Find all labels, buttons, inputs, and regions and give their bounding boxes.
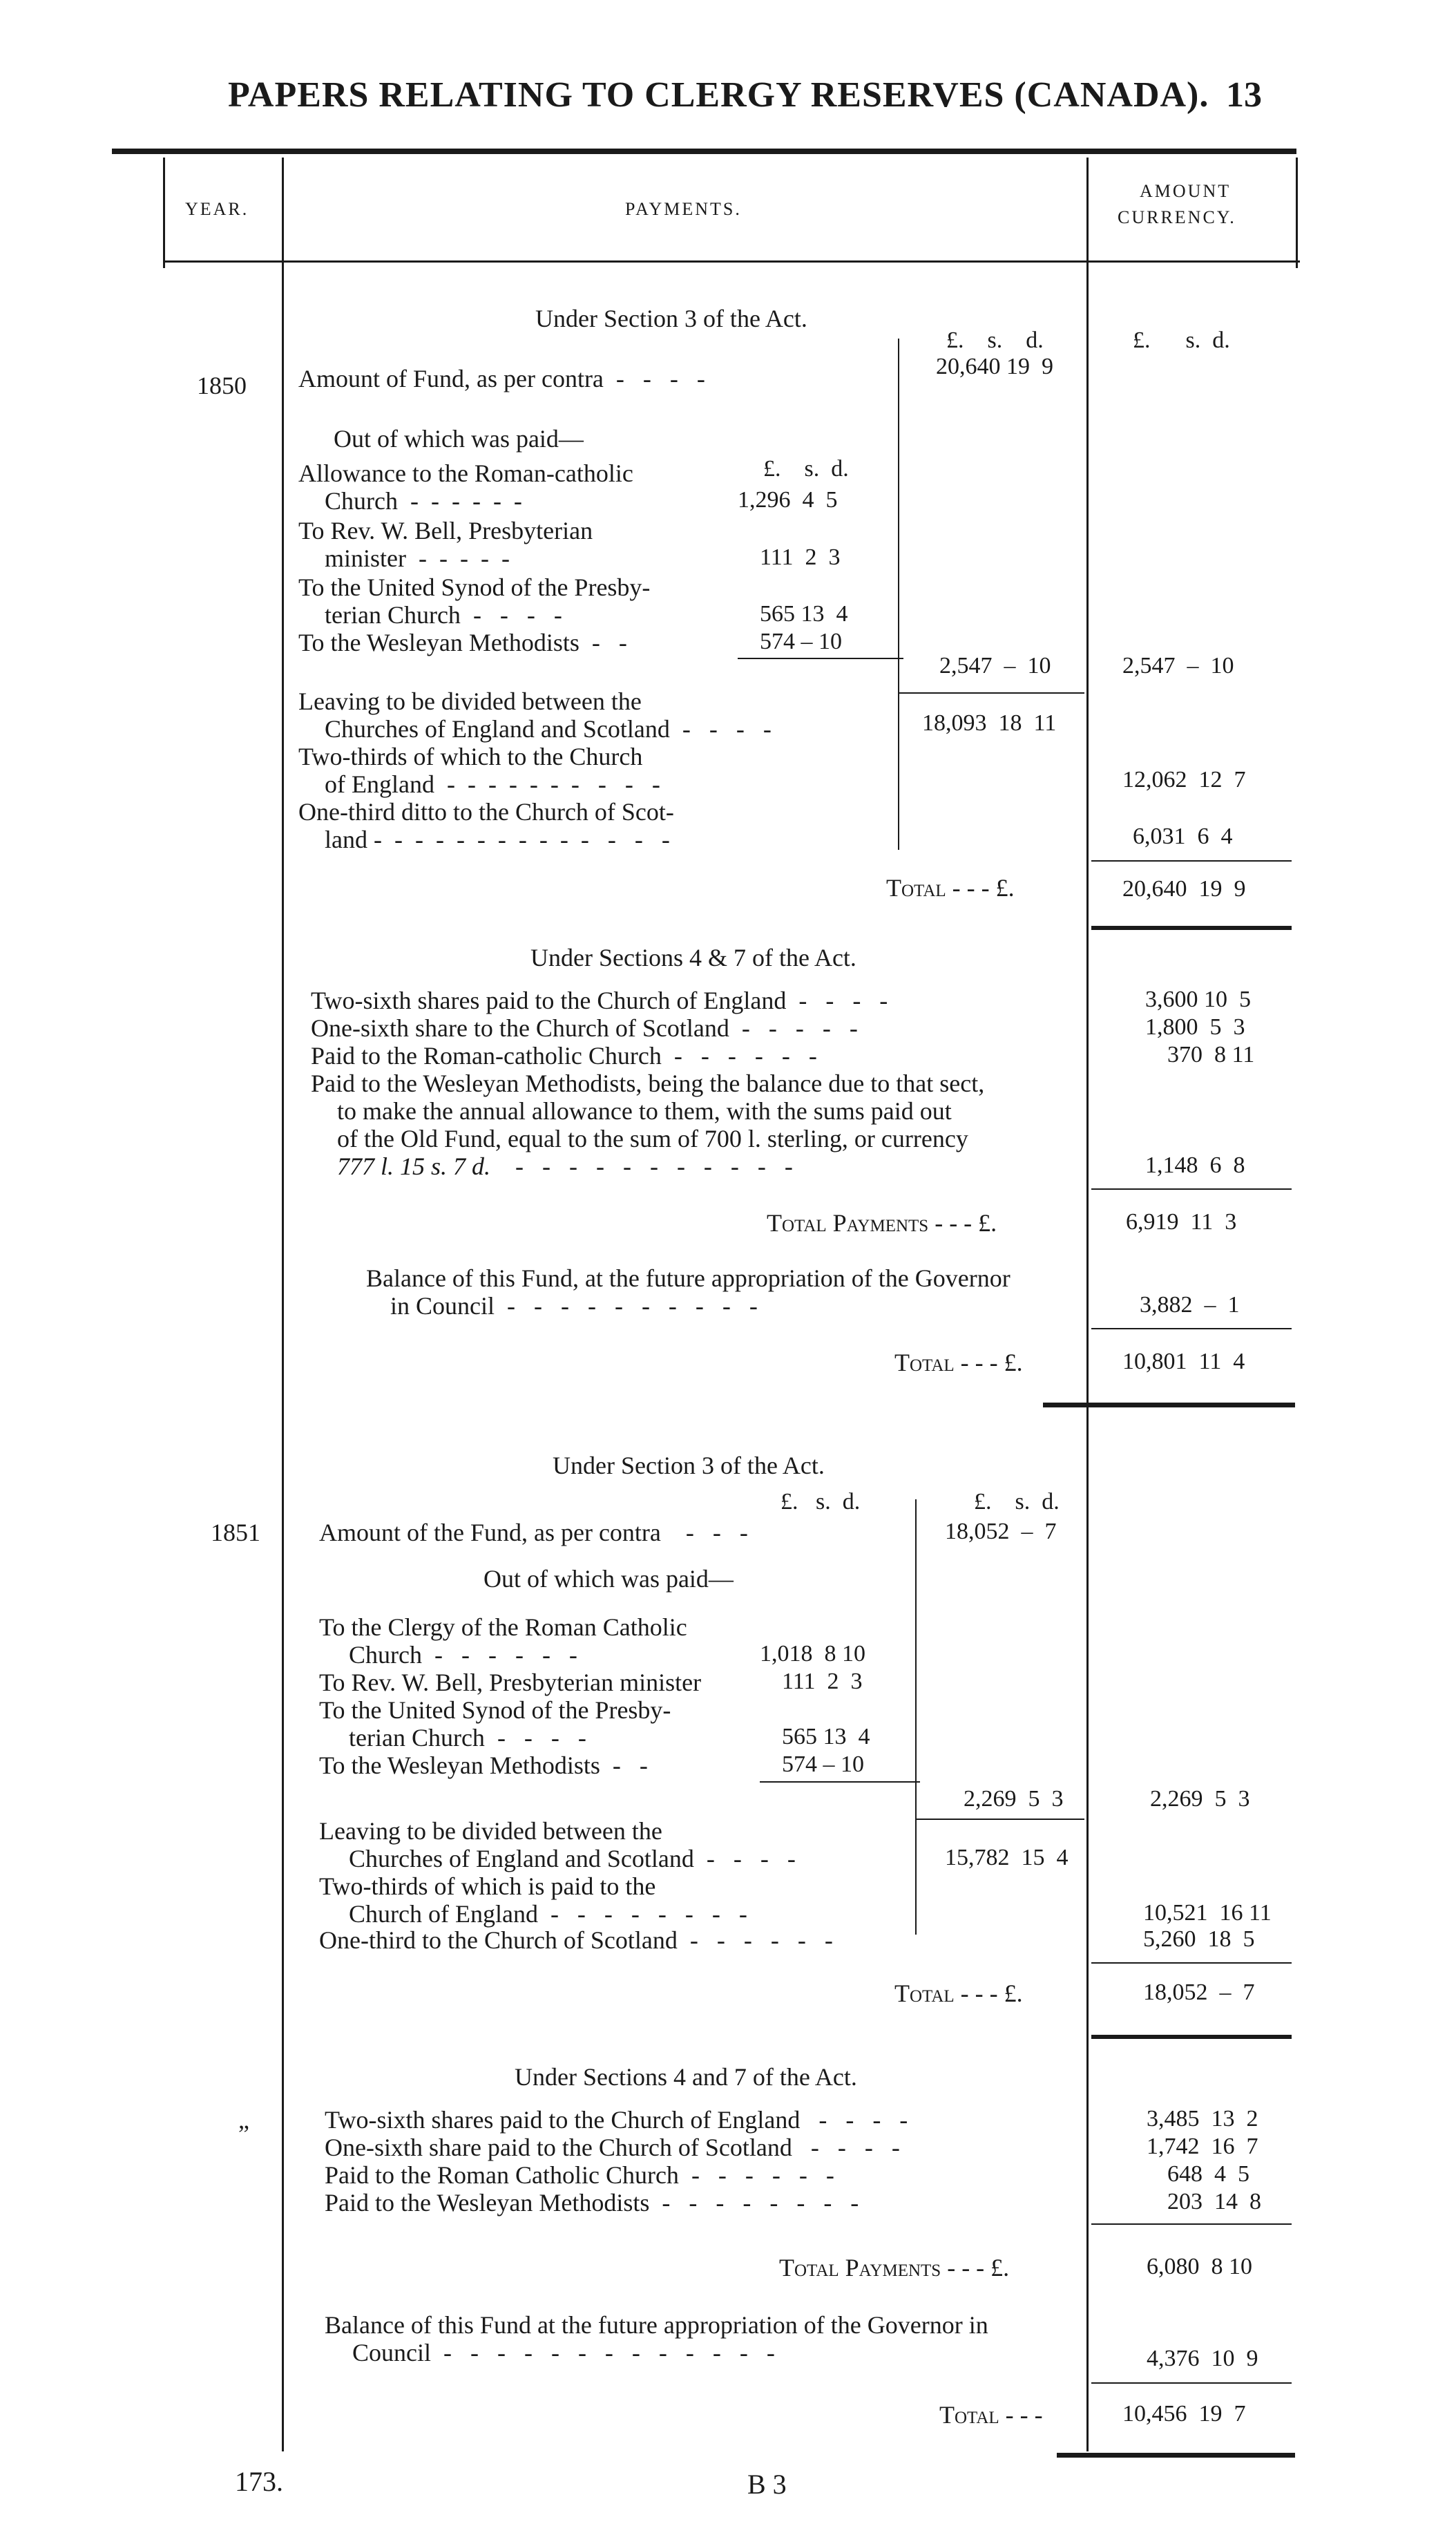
payment-value: 1,018 8 10 [760, 1641, 865, 1667]
column-header-payments: PAYMENTS. [625, 199, 742, 219]
payment-value: 1,296 4 5 [738, 487, 838, 513]
payment-value: 574 – 10 [782, 1752, 864, 1777]
mid-rule [898, 692, 1084, 694]
lsd-header-inner: £. s. d. [780, 1489, 861, 1515]
ditto-mark: „ [238, 2106, 249, 2134]
wesleyan-label: Paid to the Wesleyan Methodists, being the balance due to that sect, [311, 1070, 985, 1097]
section-end-rule [1043, 1403, 1295, 1407]
leaving-value: 15,782 15 4 [945, 1845, 1069, 1870]
balance-label: Balance of this Fund at the future appropriation of the Governor in [325, 2311, 988, 2339]
total-payments-label: Total Payments - - - £. [779, 2254, 1010, 2281]
payment-value: 3,485 13 2 [1147, 2106, 1258, 2132]
payment-value: 574 – 10 [760, 629, 842, 654]
payment-item: Two-sixth shares paid to the Church of England - - - - [311, 987, 888, 1014]
lsd-header-right: £. s. d. [1133, 328, 1230, 353]
payment-item: To the Wesleyan Methodists - - [298, 629, 627, 656]
payment-value: 1,742 16 7 [1147, 2134, 1258, 2159]
payment-item: Two-sixth shares paid to the Church of England - - - - [325, 2106, 908, 2134]
onethird-label: One-third to the Church of Scotland - - - - - - [319, 1926, 833, 1954]
payment-item: Paid to the Wesleyan Methodists - - - - - - - - [325, 2189, 859, 2216]
column-header-amount: AMOUNT [1140, 181, 1232, 201]
onethird-label: One-third ditto to the Church of Scot- [298, 798, 674, 826]
footer-number: 173. [235, 2466, 283, 2497]
subtotal-mid: 2,547 – 10 [939, 653, 1051, 678]
payment-item: To the United Synod of the Presby- [298, 573, 651, 601]
leaving-label: Leaving to be divided between the [298, 687, 642, 715]
mid-column-rule [915, 1499, 917, 1935]
amount-column-rule [1086, 158, 1089, 2451]
fund-label: Amount of the Fund, as per contra - - - [319, 1519, 748, 1546]
payment-item: To Rev. W. Bell, Presbyterian minister [319, 1669, 702, 1696]
page-number: 13 [1226, 75, 1262, 115]
leaving-label: Leaving to be divided between the [319, 1817, 662, 1845]
twothirds-label: Two-thirds of which is paid to the [319, 1872, 656, 1900]
payment-item: Allowance to the Roman-catholic [298, 459, 633, 487]
balance-label: Balance of this Fund, at the future appropriation of the Governor [366, 1264, 1010, 1292]
subtotal-rule [760, 1781, 920, 1783]
onethird-value: 6,031 6 4 [1133, 824, 1233, 849]
total-rule-bottom [1091, 926, 1292, 930]
leaving-label-cont: Churches of England and Scotland - - - - [349, 1845, 796, 1872]
year-column-left-rule [163, 158, 165, 268]
total-label: Total - - - £. [894, 1349, 1023, 1376]
total-label: Total - - - £. [886, 874, 1015, 902]
total-value: 18,052 – 7 [1143, 1980, 1255, 2005]
column-header-currency: CURRENCY. [1118, 207, 1236, 227]
payment-item: One-sixth share to the Church of Scotland - - - - - [311, 1014, 858, 1042]
balance-label-cont: in Council - - - - - - - - - - [390, 1292, 758, 1320]
year-label: 1850 [197, 372, 247, 399]
payment-value: 3,600 10 5 [1145, 987, 1251, 1012]
lsd-header-mid: £. s. d. [974, 1489, 1060, 1515]
lsd-header-mid: £. s. d. [946, 328, 1044, 353]
total-payments-value: 6,919 11 3 [1126, 1209, 1237, 1235]
header-bottom-rule [163, 260, 1300, 263]
payment-item-cont: terian Church - - - - [349, 1724, 586, 1752]
wesleyan-label-cont: to make the annual allowance to them, with the sums paid out [337, 1097, 952, 1125]
section-heading: Under Section 3 of the Act. [535, 305, 807, 332]
payment-value: 111 2 3 [782, 1669, 863, 1694]
payment-item-cont: minister - - - - - [325, 544, 510, 572]
lsd-header-inner: £. s. d. [763, 456, 849, 482]
total-rule-top [1091, 1328, 1292, 1329]
total-payments-value: 6,080 8 10 [1147, 2254, 1252, 2279]
leaving-value: 18,093 18 11 [922, 710, 1057, 736]
year-column-right-rule [282, 158, 284, 2451]
total-payments-label: Total Payments - - - £. [767, 1209, 997, 1237]
total-label: Total - - - [939, 2401, 1043, 2429]
payment-value: 565 13 4 [782, 1724, 870, 1749]
twothirds-label-cont: Church of England - - - - - - - - [349, 1900, 747, 1928]
payment-item-cont: Church - - - - - - [349, 1641, 577, 1669]
twothirds-label-cont: of England - - - - - - - - - - [325, 770, 660, 798]
payment-item-cont: terian Church - - - - [325, 601, 562, 629]
onethird-value: 5,260 18 5 [1143, 1926, 1255, 1952]
total-rule-top [1091, 2223, 1292, 2225]
total-value: 10,456 19 7 [1122, 2401, 1246, 2427]
mid-column-rule [898, 339, 899, 850]
fund-value: 20,640 19 9 [936, 354, 1053, 379]
payment-item: Paid to the Roman-catholic Church - - - - - - [311, 1042, 817, 1070]
payment-value: 648 4 5 [1167, 2161, 1249, 2187]
section-heading: Under Sections 4 and 7 of the Act. [515, 2063, 857, 2091]
total-rule-top [1091, 1188, 1292, 1190]
subtotal-rule [738, 658, 903, 659]
section-heading: Under Section 3 of the Act. [553, 1452, 825, 1479]
balance-value: 4,376 10 9 [1147, 2346, 1258, 2371]
signature-mark: B 3 [747, 2469, 787, 2500]
twothirds-value: 10,521 16 11 [1143, 1900, 1272, 1926]
out-of-which-label: Out of which was paid— [334, 425, 584, 453]
page-title: PAPERS RELATING TO CLERGY RESERVES (CANADA). [228, 75, 1209, 115]
leaving-label-cont: Churches of England and Scotland - - - - [325, 715, 772, 743]
balance-label-cont: Council - - - - - - - - - - - - - [352, 2339, 775, 2366]
total-label: Total - - - £. [894, 1980, 1023, 2007]
payment-item: To the United Synod of the Presby- [319, 1696, 671, 1724]
payment-item-cont: Church - - - - - - [325, 487, 522, 515]
subtotal-mid: 2,269 5 3 [964, 1786, 1064, 1812]
payment-item: One-sixth share paid to the Church of Scotland - - - - [325, 2134, 900, 2161]
payment-item: To the Wesleyan Methodists - - [319, 1752, 648, 1779]
year-label: 1851 [211, 1519, 260, 1546]
right-edge-rule [1296, 158, 1298, 268]
fund-label: Amount of Fund, as per contra - - - - [298, 365, 705, 392]
payment-value: 1,800 5 3 [1145, 1014, 1245, 1040]
total-value: 10,801 11 4 [1122, 1349, 1245, 1374]
payment-item: To Rev. W. Bell, Presbyterian [298, 517, 593, 544]
twothirds-value: 12,062 12 7 [1122, 767, 1246, 792]
total-rule-bottom [1091, 2035, 1292, 2039]
payment-value: 111 2 3 [760, 544, 841, 570]
section-heading: Under Sections 4 & 7 of the Act. [530, 944, 856, 971]
wesleyan-label-cont: of the Old Fund, equal to the sum of 700 l. sterling, or currency [337, 1125, 968, 1152]
payment-value: 370 8 11 [1167, 1042, 1255, 1067]
column-header-year: YEAR. [185, 199, 249, 219]
payment-value: 565 13 4 [760, 601, 848, 627]
total-rule-top [1091, 860, 1292, 862]
top-rule-thick [112, 149, 1296, 154]
mid-rule [915, 1819, 1084, 1820]
total-value: 20,640 19 9 [1122, 876, 1246, 902]
payment-item: To the Clergy of the Roman Catholic [319, 1613, 687, 1641]
payment-item: Paid to the Roman Catholic Church - - - - - - [325, 2161, 834, 2189]
wesleyan-value: 1,148 6 8 [1145, 1152, 1245, 1178]
subtotal-right: 2,269 5 3 [1150, 1786, 1250, 1812]
payment-value: 203 14 8 [1167, 2189, 1261, 2214]
out-of-which-label: Out of which was paid— [483, 1565, 734, 1593]
total-rule-top [1091, 1962, 1292, 1964]
onethird-label-cont: land - - - - - - - - - - - - - - [325, 826, 670, 853]
twothirds-label: Two-thirds of which to the Church [298, 743, 643, 770]
subtotal-right: 2,547 – 10 [1122, 653, 1234, 678]
total-rule-top [1091, 2382, 1292, 2384]
balance-value: 3,882 – 1 [1140, 1292, 1240, 1318]
section-end-rule [1057, 2453, 1295, 2458]
fund-value: 18,052 – 7 [945, 1519, 1057, 1544]
wesleyan-label-cont: 777 l. 15 s. 7 d. - - - - - - - - - - - [337, 1152, 793, 1180]
